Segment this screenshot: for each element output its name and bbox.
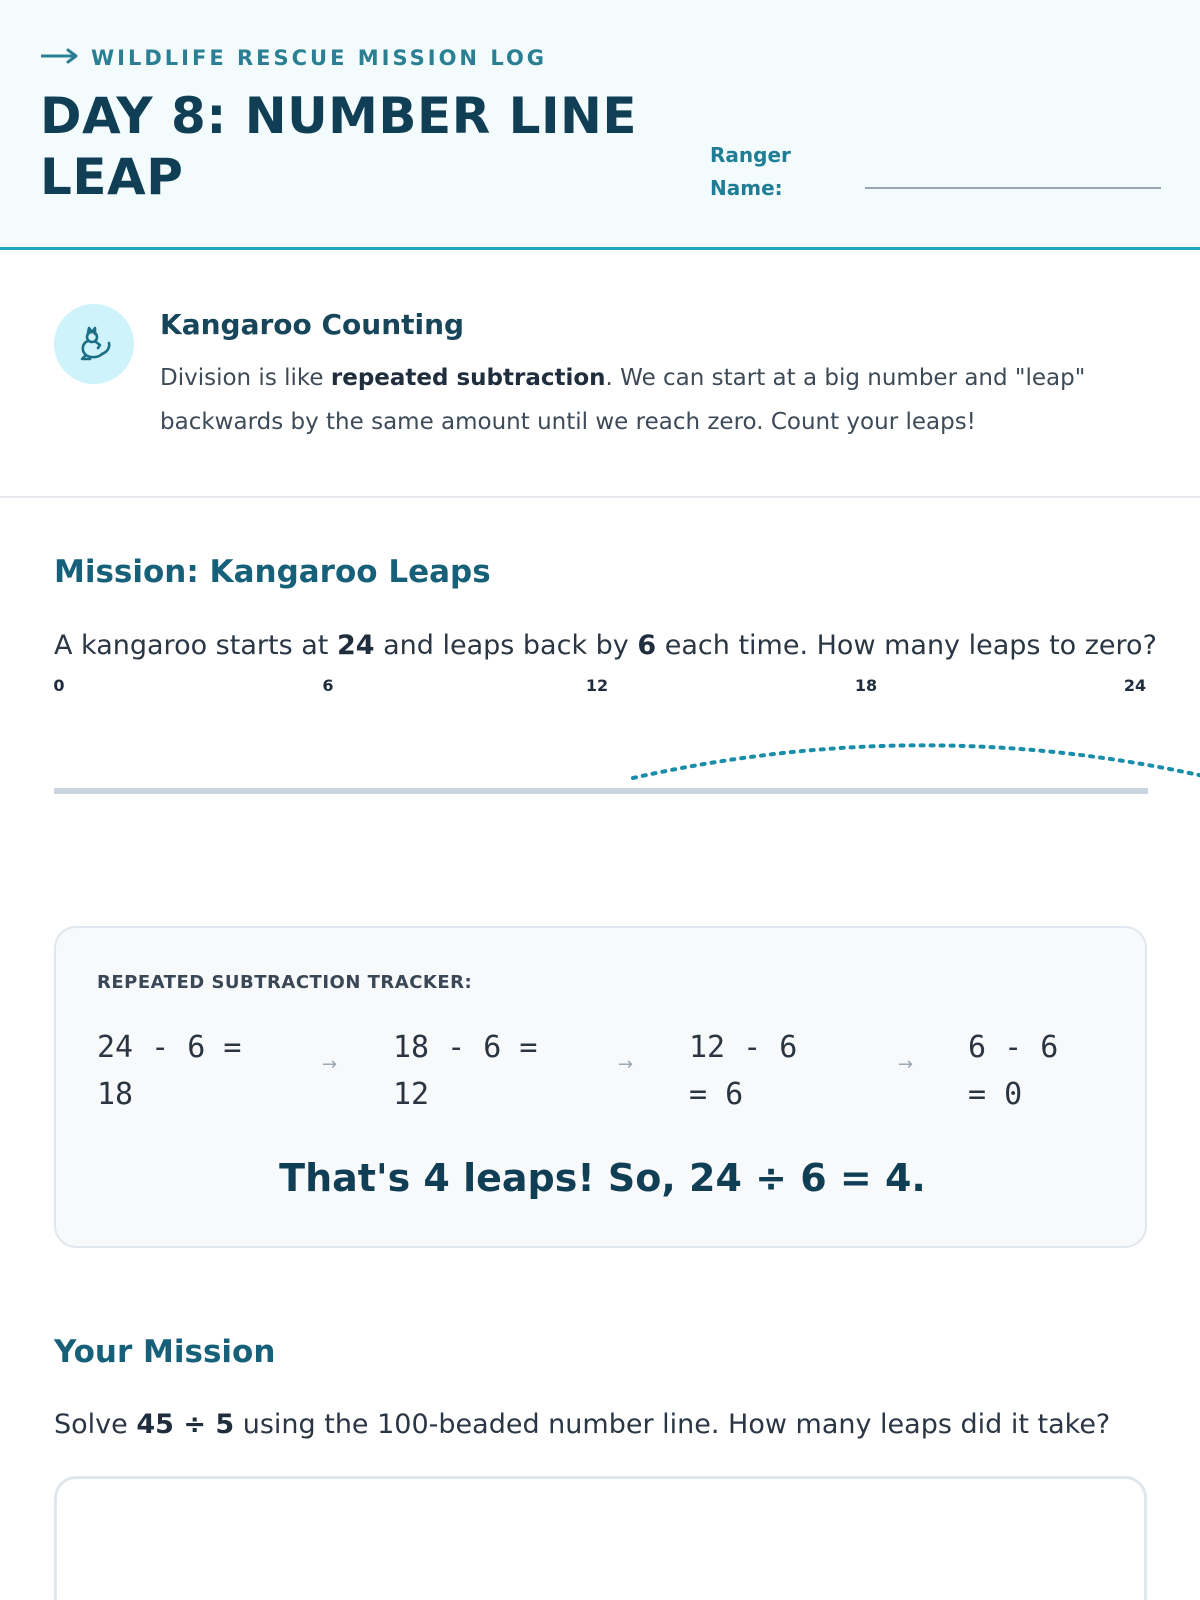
leap-arc [633,745,1200,788]
tracker-step [968,1024,1098,1118]
ranger-name-field[interactable] [865,187,1161,189]
intro-title: Kangaroo Counting [160,308,465,341]
step-line-2: 18 [97,1077,134,1112]
tick-labels [53,676,1146,695]
mission-prompt-step: 6 [637,630,657,661]
number-line-axis [54,788,1148,794]
arrow-icon: → [618,1054,634,1075]
tracker-label: REPEATED SUBTRACTION TRACKER: [97,972,473,993]
number-line [0,668,1200,808]
intro-text [160,356,1120,444]
tracker-step [689,1024,829,1118]
kicker-text: WILDLIFE RESCUE MISSION LOG [91,46,548,70]
your-prompt-b: using the 100-beaded number line. How many leaps did it take? [234,1409,1111,1440]
kicker [41,46,547,70]
step-line-2: = 6 [689,1077,744,1112]
tick-label: 12 [585,676,609,695]
ranger-name-label: Ranger Name: [710,143,791,200]
step-line-1: 6 - 6 [968,1030,1059,1065]
mission-prompt-c: each time. How many leaps to zero? [656,630,1157,661]
intro-text-bold: repeated subtraction [330,365,606,391]
tracker-step [393,1024,583,1118]
intro-text-a: Division is like [160,365,331,391]
step-line-2: 12 [393,1077,430,1112]
mission-prompt-b: and leaps back by [374,630,638,661]
step-line-1: 12 - 6 [689,1030,798,1065]
mission-prompt [54,630,1157,661]
your-prompt-a: Solve [54,1409,137,1440]
your-prompt-bold: 45 ÷ 5 [136,1409,235,1440]
intro-text-b: . We can start at a big number and "leap" backwards by the same amount until we reach zero. Count your leaps! [160,365,1086,435]
tick-label: 18 [854,676,878,695]
your-mission-heading: Your Mission [54,1334,276,1370]
tick-label: 0 [53,676,65,695]
mission-prompt-start: 24 [336,630,375,661]
subtraction-tracker [54,926,1147,1248]
mission-heading: Mission: Kangaroo Leaps [54,554,491,590]
page-title: DAY 8: NUMBER LINE LEAP [40,87,638,206]
arrow-icon: → [322,1054,338,1075]
header [0,0,1200,250]
tracker-step [97,1024,287,1118]
tick-label: 6 [322,676,334,695]
mission-prompt-a: A kangaroo starts at [54,630,337,661]
answer-box[interactable] [54,1476,1147,1600]
step-line-2: = 0 [968,1077,1023,1112]
kangaroo-icon [54,304,134,384]
tracker-result: That's 4 leaps! So, 24 ÷ 6 = 4. [279,1156,926,1200]
arrow-right-icon [41,48,79,68]
arrow-icon: → [898,1054,914,1075]
tick-label: 24 [1123,676,1147,695]
step-line-1: 24 - 6 = [97,1030,242,1065]
your-mission-prompt [54,1409,1110,1440]
step-line-1: 18 - 6 = [393,1030,538,1065]
